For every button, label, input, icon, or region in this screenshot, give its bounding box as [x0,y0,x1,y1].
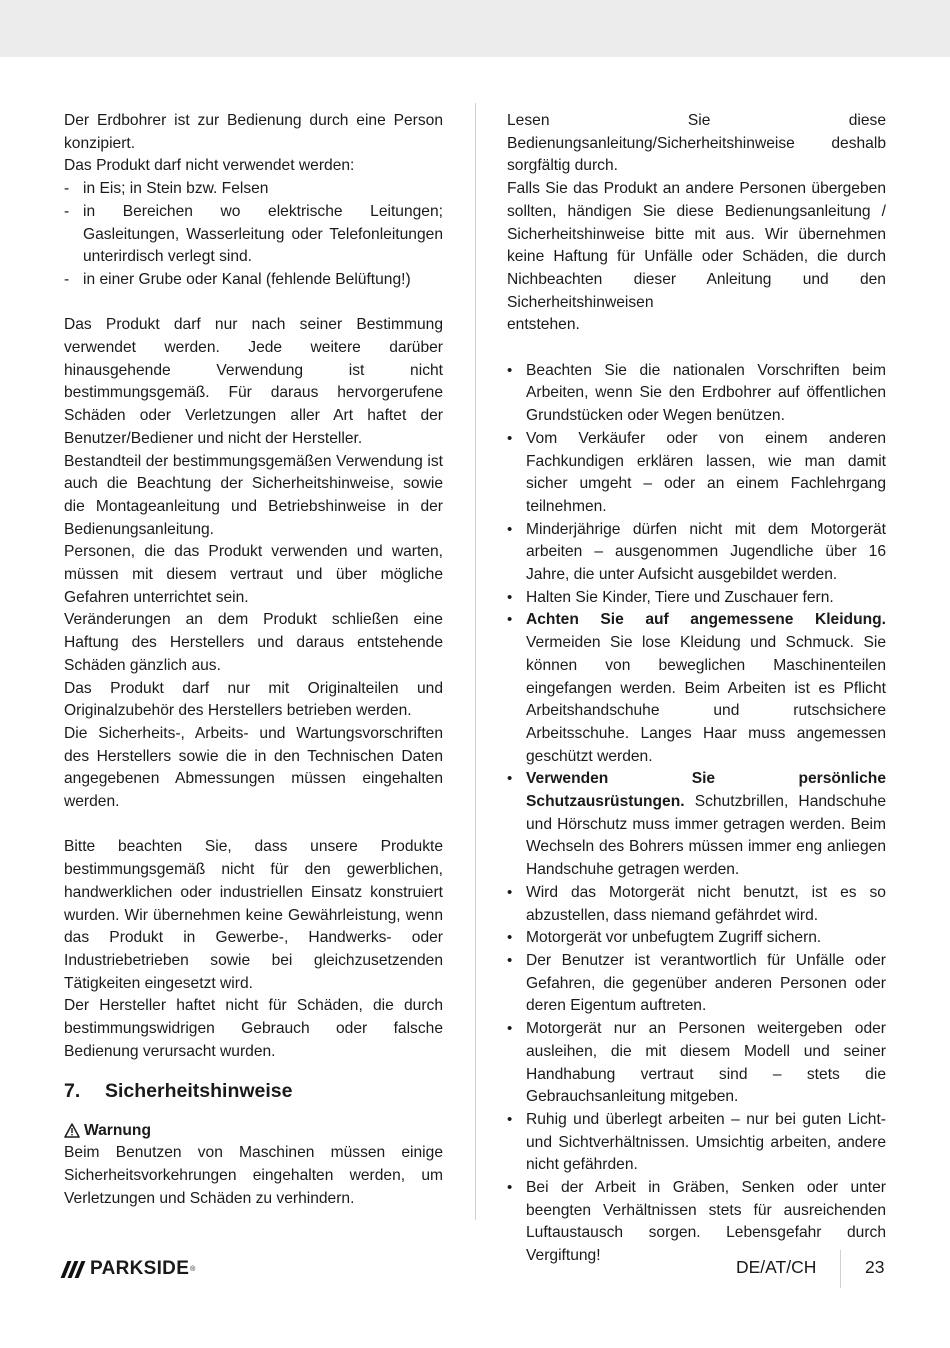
bullet-text: Vom Verkäufer oder von einem anderen Fachkundigen erklären lassen, wie man damit sicher umgeht – oder an einem Fachlehrgang teilnehmen. [526,429,886,515]
bullet-marker: • [507,1179,513,1197]
parkside-logo [64,1258,195,1280]
list-item: - in Bereichen wo elektrische Leitungen; Gasleitungen, Wasserleitung oder Telefonleitungen unterirdisch verlegt sind. [64,202,443,266]
bullet-text: Motorgerät nur an Personen weitergeben oder ausleihen, die mit diesem Modell und seiner Handhabung vertraut sind – stets die Gebrauchsanleitung mitgeben. [526,1020,886,1106]
logo-brand: PARKSIDE [90,1258,190,1279]
liability-paragraph: Der Hersteller haftet nicht für Schäden, die durch bestimmungswidrigen Gebrauch oder falsche Bedienung verursacht wurden. [64,997,443,1060]
bullet-item [507,1018,886,1109]
logo-slashes-icon [64,1261,85,1278]
footer-country: DE/AT/CH [736,1257,817,1277]
modifications-paragraph: Veränderungen an dem Produkt schließen eine Haftung des Herstellers und daraus entstehende Schäden gänzlich aus. [64,611,443,674]
handover-paragraph: Falls Sie das Produkt an andere Personen übergeben sollten, händigen Sie diese Bedienungsanleitung / Sicherheitshinweise bitte mit aus. Wir übernehmen keine Haftung für Unfälle oder Schäden, die durch Nichbeachten dieser Anleitung und den Sicherheitshinweisen [507,180,886,311]
dash-marker: - [64,180,70,198]
section-number: 7. [64,1079,81,1102]
bullet-marker: • [507,770,513,788]
bullet-marker: • [507,611,513,629]
not-allowed-list [64,178,443,292]
dash-marker: - [64,202,70,220]
handover-paragraph-end: entstehen. [507,316,580,334]
bullet-item [507,768,886,882]
bullet-marker: • [507,1020,513,1038]
bullet-text: Der Benutzer ist verantwortlich für Unfälle oder Gefahren, die gegenüber anderen Personen oder deren Eigentum auftreten. [526,952,886,1015]
bullet-text: Motorgerät vor unbefugtem Zugriff sichern. [526,929,822,947]
original-parts-paragraph: Das Produkt darf nur mit Originalteilen und Originalzubehör des Herstellers betrieben werden. [64,679,443,720]
bullet-item [507,428,886,519]
section-title: Sicherheitshinweise [105,1079,293,1102]
logo-registered: ® [190,1265,196,1273]
bullet-text: Minderjährige dürfen nicht mit dem Motorgerät arbeiten – ausgenommen Jugendliche über 16 Jahre, die unter Aufsicht ausgebildet werden. [526,520,886,584]
component-paragraph: Bestandteil der bestimmungsgemäßen Verwendung ist auch die Beachtung der Sicherheitshinweise, sowie die Montageanleitung und Betriebshinweise in der Bedienungsanleitung. [64,452,443,538]
bullet-marker: • [507,361,513,379]
bullet-marker: • [507,929,513,947]
warning-title: Warnung [84,1121,151,1139]
bullet-text: Halten Sie Kinder, Tiere und Zuschauer fern. [526,588,834,606]
section-heading [64,1078,443,1104]
intro-paragraph: Der Erdbohrer ist zur Bedienung durch eine Person konzipiert. [64,112,443,152]
bullet-text: Ruhig und überlegt arbeiten – nur bei guten Licht- und Sichtverhältnissen. Umsichtig arbeiten, andere nicht gefährden. [526,1110,886,1174]
bullet-marker: • [507,588,513,606]
bullet-marker: • [507,520,513,538]
persons-paragraph: Personen, die das Produkt verwenden und warten, müssen mit diesem vertraut und über mögliche Gefahren unterrichtet sein. [64,543,443,606]
bullet-text: Beachten Sie die nationalen Vorschriften beim Arbeiten, wenn Sie den Erdbohrer auf öffentlichen Grundstücken oder Wegen benützen. [526,361,886,425]
bullet-text: Wird das Motorgerät nicht benutzt, ist es so abzustellen, dass niemand gefährdet wird. [526,883,886,924]
bullet-marker: • [507,883,513,901]
read-instructions-paragraph: Lesen Sie diese Bedienungsanleitung/Sicherheitshinweise deshalb sorgfältig durch. [507,112,886,175]
bullet-bold-text: Verwenden Sie persönliche Schutzausrüstungen. [526,770,886,811]
column-divider [475,103,476,1220]
list-item: - in Eis; in Stein bzw. Felsen [64,178,443,201]
bullet-marker: • [507,429,513,447]
warning-text: Beim Benutzen von Maschinen müssen einige Sicherheitsvorkehrungen eingehalten werden, um Verletzungen und Schäden zu verhindern. [64,1144,443,1207]
intended-use-paragraph: Das Produkt darf nur nach seiner Bestimmung verwendet werden. Jede weitere darüber hinausgehende Verwendung ist nicht bestimmungsgemäß. Für daraus hervorgerufene Schäden oder Verletzungen aller Art haftet der Benutzer/Bediener und nicht der Hersteller. [64,316,443,447]
bullet-item [507,950,886,1018]
bullet-item [507,882,886,927]
dash-marker: - [64,270,70,288]
bullet-text: Bei der Arbeit in Gräben, Senken oder unter beengten Verhältnissen stets für ausreichenden Luftaustausch sorgen. Lebensgefahr durch Vergiftung! [526,1179,886,1265]
bullet-item [507,927,886,950]
bullet-item [507,360,886,428]
commercial-use-paragraph: Bitte beachten Sie, dass unsere Produkte bestimmungsgemäß nicht für den gewerblichen, handwerklichen oder industriellen Einsatz konstruiert wurden. Wir übernehmen keine Gewährleistung, wenn das Produkt in Gewerbe-, Handwerks- oder Industriebetrieben sowie bei gleichzusetzenden Tätigkeiten eingesetzt wird. [64,838,443,992]
bullet-item [507,1109,886,1177]
bullet-text: Schutzbrillen, Handschuhe und Hörschutz muss immer getragen werden. Beim Wechseln des Bohrers müssen immer eng anliegen Handschuhe getragen werden. [526,793,886,879]
regulations-paragraph: Die Sicherheits-, Arbeits- und Wartungsvorschriften des Herstellers sowie die in den Technischen Daten angegebenen Abmessungen müssen eingehalten werden. [64,724,443,811]
safety-bullet-list [507,360,886,1268]
bullet-item [507,1177,886,1268]
warning-triangle-icon [64,1123,80,1138]
bullet-bold-text: Achten Sie auf angemessene Kleidung. [526,611,886,629]
not-allowed-intro: Das Produkt darf nicht verwendet werden: [64,157,355,175]
list-item: - in einer Grube oder Kanal (fehlende Belüftung!) [64,269,443,292]
footer-divider [840,1250,841,1288]
page-number: 23 [865,1257,885,1277]
bullet-text: Vermeiden Sie lose Kleidung und Schmuck. Sie können von beweglichen Maschinenteilen eingefangen werden. Beim Arbeiten ist es Pflicht Arbeitshandschuhe und rutschsichere Arbeitsschuhe. Langes Haar muss angemessen geschützt werden. [526,634,886,765]
warning-heading [64,1120,443,1143]
right-column [507,110,886,1268]
bullet-item [507,609,886,768]
bullet-item [507,519,886,587]
bullet-item [507,587,886,610]
top-bar [0,0,950,57]
bullet-marker: • [507,952,513,969]
left-column [64,110,443,1210]
bullet-marker: • [507,1110,513,1128]
